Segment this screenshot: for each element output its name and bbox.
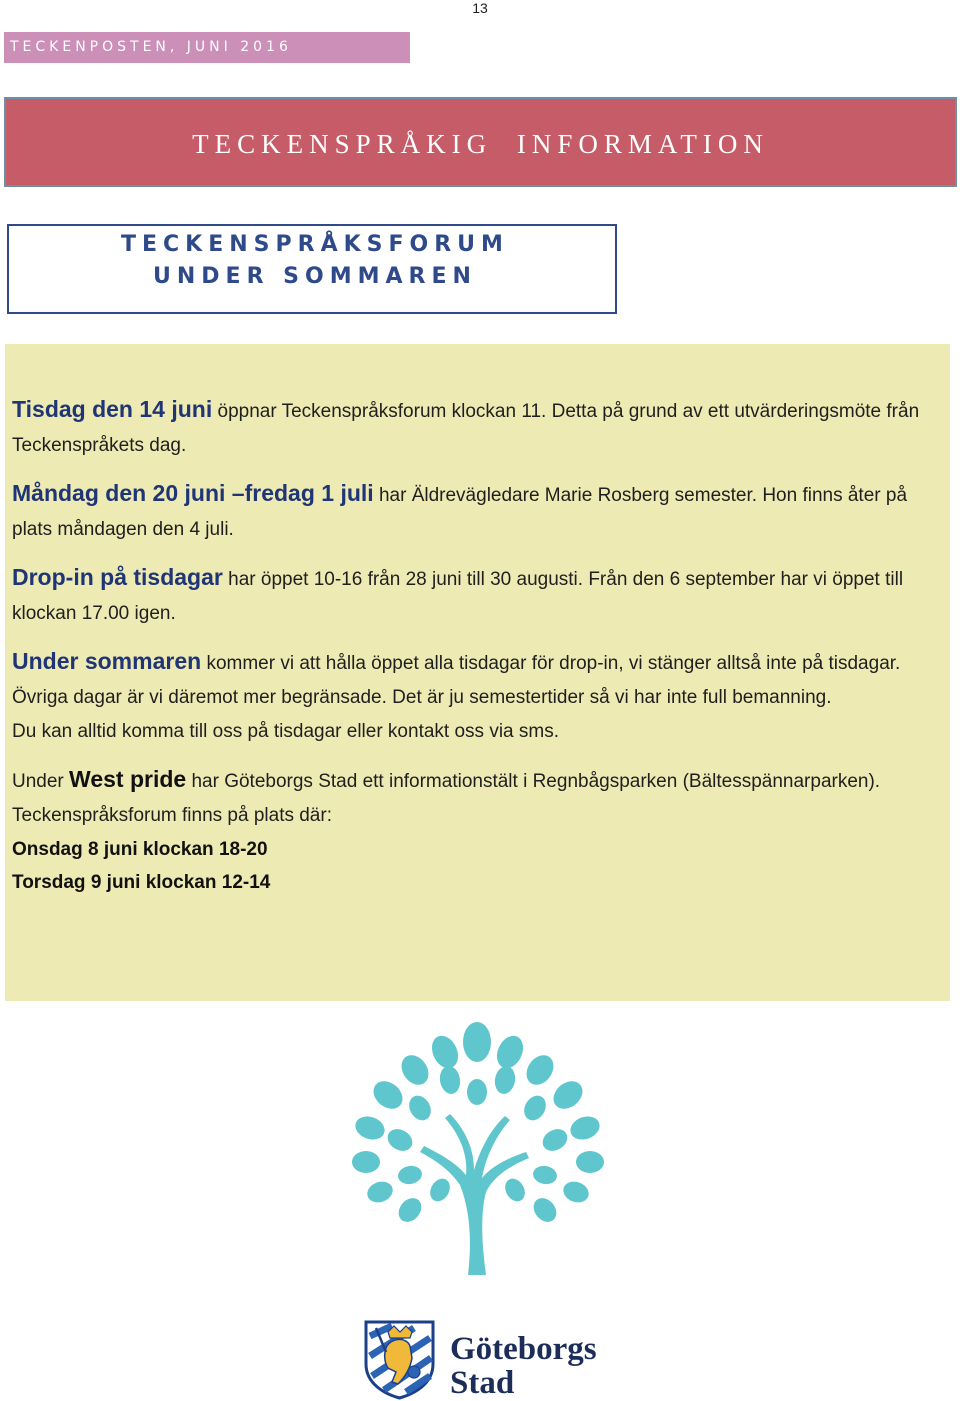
forum-title-box <box>7 224 617 314</box>
paragraph-mandag <box>12 476 942 547</box>
newsletter-header-label: TECKENPOSTEN, JUNI 2016 <box>10 39 292 55</box>
paragraph-kontakt: Du kan alltid komma till oss på tisdagar eller kontakt oss via sms. <box>12 721 559 742</box>
text-sommaren: kommer vi att hålla öppet alla tisdagar för drop-in, vi stänger alltså inte på tisdagar. Övriga dagar är vi däremot mer begränsade. Det är ju semestertider så vi har inte full bemanning. <box>12 653 901 708</box>
paragraph-tisdag <box>12 392 942 463</box>
logo-text-line-1: Göteborgs <box>450 1331 597 1367</box>
newsletter-header <box>4 32 410 63</box>
highlight-westpride: West pride <box>69 766 187 792</box>
event-onsdag: Onsdag 8 juni klockan 18-20 <box>12 839 268 860</box>
highlight-sommaren: Under sommaren <box>12 648 202 674</box>
event-torsdag: Torsdag 9 juni klockan 12-14 <box>12 872 271 893</box>
highlight-tisdag: Tisdag den 14 juni <box>12 396 213 422</box>
paragraph-westpride <box>12 762 942 833</box>
text-dropin: har öppet 10-16 från 28 juni till 30 augusti. Från den 6 september har vi öppet till klockan 17.00 igen. <box>12 569 904 624</box>
info-box <box>5 344 950 1001</box>
highlight-mandag: Måndag den 20 juni –fredag 1 juli <box>12 480 374 506</box>
text-westpride: har Göteborgs Stad ett informationstält i Regnbågsparken (Bältesspännarparken). Teckenspråksforum finns på plats där: <box>12 771 881 826</box>
text-westpride-pre: Under <box>12 771 70 792</box>
text-mandag: har Äldrevägledare Marie Rosberg semester. Hon finns åter på plats måndagen den 4 juli. <box>12 485 908 540</box>
section-banner <box>4 97 957 187</box>
forum-title-line-1: TECKENSPRÅKSFORUM <box>121 232 509 257</box>
goteborgs-stad-logo <box>362 1318 622 1400</box>
page-number: 13 <box>472 0 488 16</box>
banner-title: TECKENSPRÅKIG INFORMATION <box>192 128 769 159</box>
highlight-dropin: Drop-in på tisdagar <box>12 564 223 590</box>
paragraph-dropin <box>12 560 942 631</box>
logo-text-line-2: Stad <box>450 1365 515 1401</box>
text-tisdag: öppnar Teckenspråksforum klockan 11. Detta på grund av ett utvärderingsmöte från Teckenspråkets dag. <box>12 401 920 456</box>
paragraph-sommaren <box>12 644 942 715</box>
hand-tree-illustration <box>340 1020 615 1275</box>
forum-title-line-2: UNDER SOMMAREN <box>153 264 477 289</box>
city-crest-icon <box>362 1318 437 1400</box>
